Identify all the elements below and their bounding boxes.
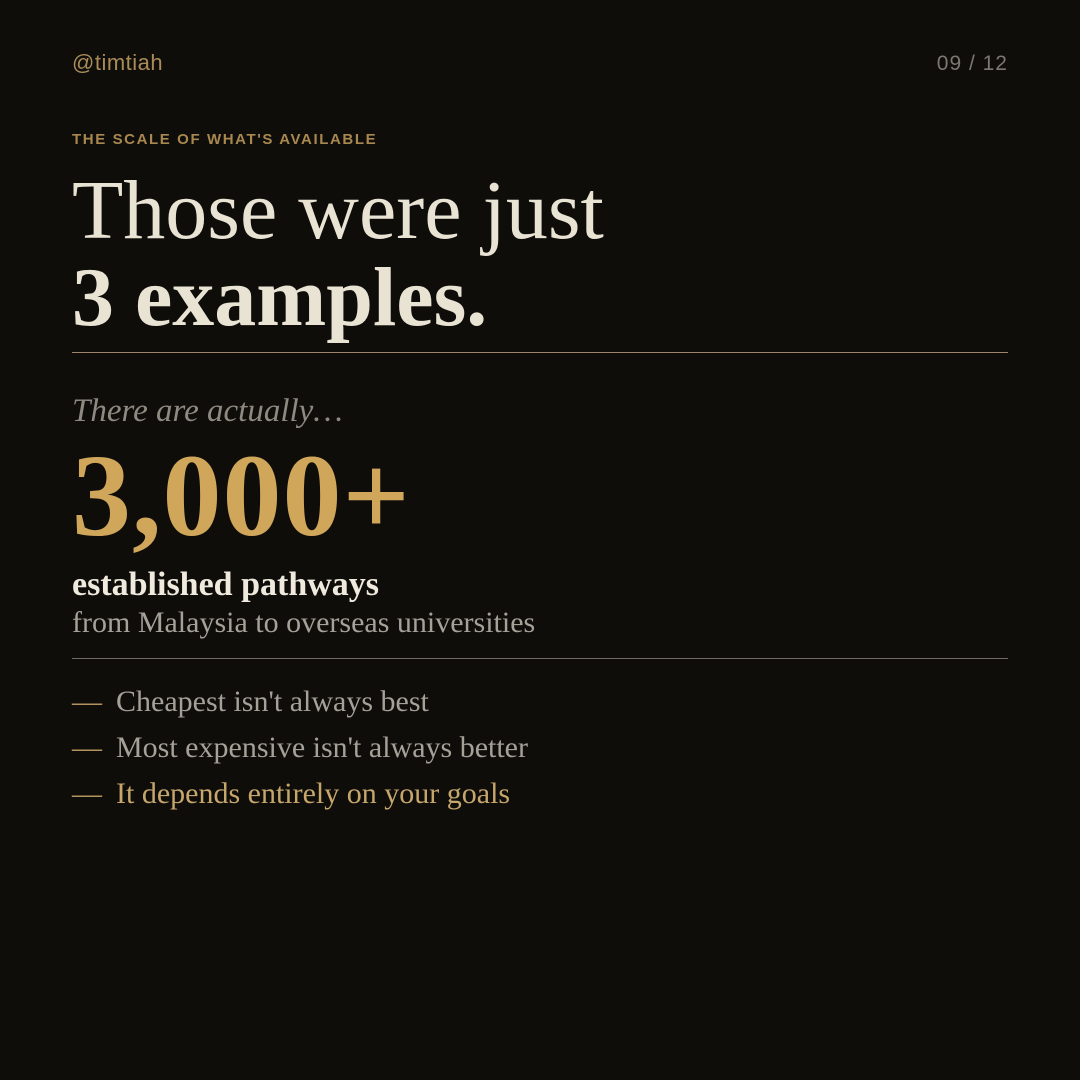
bullet-list [72, 685, 1008, 811]
divider-gray [72, 658, 1008, 659]
author-handle: @timtiah [72, 50, 164, 75]
headline-line-1: Those were just [72, 164, 604, 257]
big-number: 3,000+ [72, 430, 411, 561]
slide-header [72, 50, 1008, 76]
section-eyebrow: THE SCALE OF WHAT'S AVAILABLE [72, 131, 378, 148]
bullet-item [72, 731, 1008, 765]
lead-in-text: There are actually… [72, 393, 343, 429]
number-label-bold: established pathways [72, 566, 380, 603]
bullet-item [72, 685, 1008, 719]
headline-line-2: 3 examples. [72, 251, 488, 344]
headline [72, 164, 1008, 344]
number-label-sub: from Malaysia to overseas universities [72, 606, 536, 639]
page-indicator: 09 / 12 [936, 52, 1008, 75]
em-dash: — [72, 777, 102, 810]
bullet-item [72, 777, 1008, 811]
bullet-text: It depends entirely on your goals [116, 777, 511, 810]
bullet-text: Cheapest isn't always best [116, 685, 429, 718]
divider-gold [72, 352, 1008, 353]
em-dash: — [72, 731, 102, 764]
bullet-text: Most expensive isn't always better [116, 731, 528, 764]
em-dash: — [72, 685, 102, 718]
